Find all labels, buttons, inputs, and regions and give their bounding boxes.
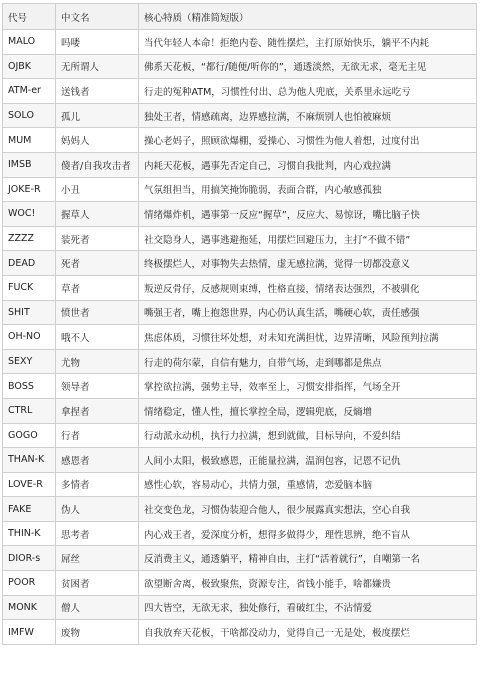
cell-code: POOR xyxy=(3,571,56,596)
cell-code: ZZZZ xyxy=(3,226,56,251)
cell-core-traits: 内心戏王者，爱深度分析，想得多做得少，理性思辨，绝不盲从 xyxy=(139,521,477,546)
cell-core-traits: 自我放弃天花板，干啥都没动力，觉得自己一无是处，极度摆烂 xyxy=(139,620,477,645)
table-row xyxy=(3,30,477,55)
header-chinese-name: 中文名 xyxy=(56,4,139,30)
cell-chinese-name: 屌丝 xyxy=(56,546,139,571)
header-code: 代号 xyxy=(3,4,56,30)
cell-chinese-name: 伪人 xyxy=(56,497,139,522)
cell-chinese-name: 无所谓人 xyxy=(56,54,139,79)
cell-core-traits: 佛系天花板，“都行/随便/听你的”，通透淡然，无欲无求，毫无主见 xyxy=(139,54,477,79)
cell-code: DIOR-s xyxy=(3,546,56,571)
table-row xyxy=(3,497,477,522)
cell-core-traits: 行走的荷尔蒙，自信有魅力，自带气场，走到哪都是焦点 xyxy=(139,349,477,374)
table-row xyxy=(3,571,477,596)
cell-core-traits: 叛逆反骨仔，反感规则束缚，性格直接，情绪表达强烈，不被驯化 xyxy=(139,275,477,300)
personality-type-table xyxy=(2,3,477,645)
table-row xyxy=(3,177,477,202)
table-header xyxy=(3,4,477,30)
cell-chinese-name: 草者 xyxy=(56,275,139,300)
table-row xyxy=(3,79,477,104)
cell-core-traits: 情绪爆炸机，遇事第一反应“握草”，反应大、易惊讶，嘴比脑子快 xyxy=(139,202,477,227)
cell-code: MONK xyxy=(3,595,56,620)
cell-chinese-name: 废物 xyxy=(56,620,139,645)
cell-code: SOLO xyxy=(3,103,56,128)
table-row xyxy=(3,325,477,350)
cell-code: SHIT xyxy=(3,300,56,325)
table-row xyxy=(3,374,477,399)
cell-code: MUM xyxy=(3,128,56,153)
table-row xyxy=(3,226,477,251)
cell-chinese-name: 死者 xyxy=(56,251,139,276)
cell-chinese-name: 吗喽 xyxy=(56,30,139,55)
cell-code: DEAD xyxy=(3,251,56,276)
cell-chinese-name: 小丑 xyxy=(56,177,139,202)
cell-code: IMSB xyxy=(3,152,56,177)
table-row xyxy=(3,275,477,300)
cell-core-traits: 独处王者，情感疏离，边界感拉满，不麻烦别人也怕被麻烦 xyxy=(139,103,477,128)
cell-code: OH-NO xyxy=(3,325,56,350)
cell-code: MALO xyxy=(3,30,56,55)
cell-code: JOKE-R xyxy=(3,177,56,202)
table-row xyxy=(3,472,477,497)
cell-chinese-name: 拿捏者 xyxy=(56,398,139,423)
table-row xyxy=(3,349,477,374)
table-row xyxy=(3,300,477,325)
cell-core-traits: 嘴强王者，嘴上抱怨世界，内心仍认真生活，嘴硬心软，责任感强 xyxy=(139,300,477,325)
table-row xyxy=(3,546,477,571)
table-row xyxy=(3,620,477,645)
table-row xyxy=(3,54,477,79)
cell-chinese-name: 傻者/自我攻击者 xyxy=(56,152,139,177)
cell-core-traits: 内耗天花板，遇事先否定自己，习惯自我批判，内心戏拉满 xyxy=(139,152,477,177)
header-row xyxy=(3,4,477,30)
table-row xyxy=(3,152,477,177)
header-core-traits: 核心特质（精准简短版） xyxy=(139,4,477,30)
cell-chinese-name: 装死者 xyxy=(56,226,139,251)
cell-code: THAN-K xyxy=(3,448,56,473)
cell-chinese-name: 孤儿 xyxy=(56,103,139,128)
cell-chinese-name: 送钱者 xyxy=(56,79,139,104)
table-row xyxy=(3,448,477,473)
cell-chinese-name: 僧人 xyxy=(56,595,139,620)
cell-code: WOC! xyxy=(3,202,56,227)
cell-code: BOSS xyxy=(3,374,56,399)
cell-chinese-name: 尤物 xyxy=(56,349,139,374)
cell-chinese-name: 握草人 xyxy=(56,202,139,227)
cell-chinese-name: 感恩者 xyxy=(56,448,139,473)
cell-code: THIN-K xyxy=(3,521,56,546)
cell-core-traits: 情绪稳定，懂人性，擅长掌控全局，逻辑兜底，反熵增 xyxy=(139,398,477,423)
cell-chinese-name: 思考者 xyxy=(56,521,139,546)
cell-code: SEXY xyxy=(3,349,56,374)
cell-code: CTRL xyxy=(3,398,56,423)
cell-core-traits: 操心老妈子，照顾欲爆棚，爱操心、习惯性为他人着想，过度付出 xyxy=(139,128,477,153)
table-row xyxy=(3,128,477,153)
cell-core-traits: 欲望断舍离，极致聚焦，资源专注，省钱小能手，啥都嫌贵 xyxy=(139,571,477,596)
table-row xyxy=(3,521,477,546)
cell-code: ATM-er xyxy=(3,79,56,104)
cell-core-traits: 反消费主义，通透躺平，精神自由，主打“活着就行”，自嘲第一名 xyxy=(139,546,477,571)
cell-chinese-name: 贫困者 xyxy=(56,571,139,596)
cell-core-traits: 行走的冤种ATM，习惯性付出、总为他人兜底，关系里永远吃亏 xyxy=(139,79,477,104)
table-row xyxy=(3,103,477,128)
cell-core-traits: 四大皆空，无欲无求，独处修行，看破红尘，不沾情爱 xyxy=(139,595,477,620)
cell-core-traits: 终极摆烂人，对事物失去热情，虚无感拉满，觉得一切都没意义 xyxy=(139,251,477,276)
cell-core-traits: 社交隐身人，遇事逃避拖延，用摆烂回避压力，主打“不做不错” xyxy=(139,226,477,251)
cell-chinese-name: 哦不人 xyxy=(56,325,139,350)
table-row xyxy=(3,398,477,423)
table-row xyxy=(3,202,477,227)
cell-core-traits: 社交变色龙，习惯伪装迎合他人，很少展露真实想法，空心自我 xyxy=(139,497,477,522)
cell-code: GOGO xyxy=(3,423,56,448)
table-body xyxy=(3,30,477,645)
cell-core-traits: 当代年轻人本命！拒绝内卷、随性摆烂，主打原始快乐，躺平不内耗 xyxy=(139,30,477,55)
cell-code: FAKE xyxy=(3,497,56,522)
cell-core-traits: 行动派永动机，执行力拉满，想到就做，目标导向，不爱纠结 xyxy=(139,423,477,448)
type-table-container xyxy=(2,3,476,645)
cell-core-traits: 气氛组担当，用搞笑掩饰脆弱，表面合群，内心敏感孤独 xyxy=(139,177,477,202)
cell-code: IMFW xyxy=(3,620,56,645)
cell-chinese-name: 领导者 xyxy=(56,374,139,399)
cell-core-traits: 焦虑体质，习惯往坏处想，对未知充满担忧，边界清晰，风险预判拉满 xyxy=(139,325,477,350)
cell-code: OJBK xyxy=(3,54,56,79)
cell-code: LOVE-R xyxy=(3,472,56,497)
table-row xyxy=(3,423,477,448)
cell-core-traits: 感性心软，容易动心，共情力强，重感情，恋爱脑本脑 xyxy=(139,472,477,497)
table-row xyxy=(3,251,477,276)
cell-core-traits: 掌控欲拉满，强势主导，效率至上，习惯安排指挥，气场全开 xyxy=(139,374,477,399)
cell-chinese-name: 多情者 xyxy=(56,472,139,497)
cell-code: FUCK xyxy=(3,275,56,300)
cell-chinese-name: 妈妈人 xyxy=(56,128,139,153)
cell-chinese-name: 行者 xyxy=(56,423,139,448)
cell-core-traits: 人间小太阳，极致感恩，正能量拉满，温润包容，记恩不记仇 xyxy=(139,448,477,473)
cell-chinese-name: 愤世者 xyxy=(56,300,139,325)
table-row xyxy=(3,595,477,620)
